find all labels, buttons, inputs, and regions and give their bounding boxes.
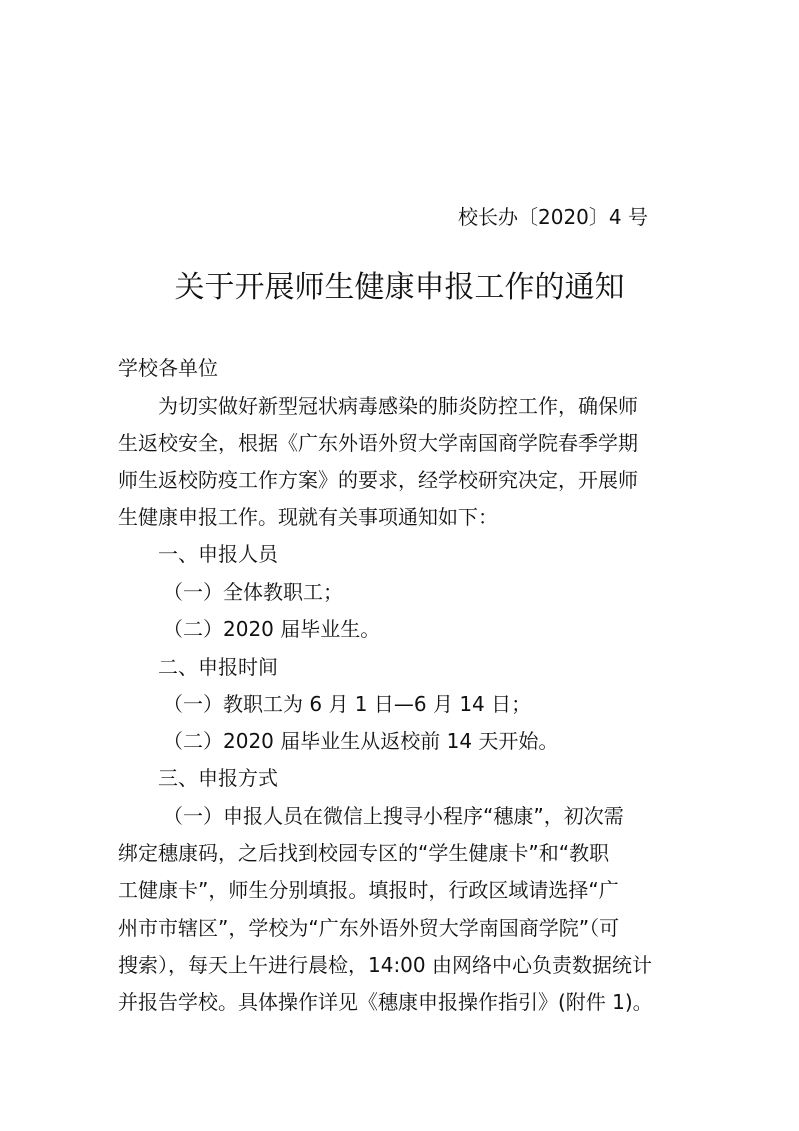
section-3-line-1: （一）申报人员在微信上搜寻小程序“穗康”，初次需	[163, 804, 624, 828]
section-1-item-1: （一）全体教职工；	[163, 580, 343, 604]
intro-line-4: 生健康申报工作。现就有关事项通知如下：	[118, 505, 498, 529]
intro-line-1: 为切实做好新型冠状病毒感染的肺炎防控工作，确保师	[158, 394, 638, 418]
document-title: 关于开展师生健康申报工作的通知	[174, 270, 625, 305]
section-3-line-2: 绑定穗康码，之后找到校园专区的“学生健康卡”和“教职	[118, 841, 610, 865]
intro-line-2: 生返校安全，根据《广东外语外贸大学南国商学院春季学期	[118, 431, 638, 455]
section-3-line-6: 并报告学校。具体操作详见《穗康申报操作指引》(附件 1)。	[118, 990, 653, 1014]
section-2-heading: 二、申报时间	[158, 655, 278, 679]
intro-line-3: 师生返校防疫工作方案》的要求，经学校研究决定，开展师	[118, 468, 638, 492]
section-3-line-5: 搜索），每天上午进行晨检，14:00 由网络中心负责数据统计	[118, 953, 652, 977]
section-1-item-2: （二）2020 届毕业生。	[163, 617, 381, 641]
section-3-line-3: 工健康卡”，师生分别填报。填报时，行政区域请选择“广	[118, 878, 619, 902]
section-3-line-4: 州市市辖区”，学校为“广东外语外贸大学南国商学院”（可	[118, 916, 620, 940]
section-1-heading: 一、申报人员	[158, 542, 278, 566]
section-2-item-2: （二）2020 届毕业生从返校前 14 天开始。	[163, 729, 559, 753]
salutation: 学校各单位	[118, 356, 218, 380]
section-3-heading: 三、申报方式	[158, 766, 278, 790]
document-number: 校长办〔2020〕4 号	[458, 205, 648, 229]
section-2-item-1: （一）教职工为 6 月 1 日—6 月 14 日；	[163, 692, 532, 716]
